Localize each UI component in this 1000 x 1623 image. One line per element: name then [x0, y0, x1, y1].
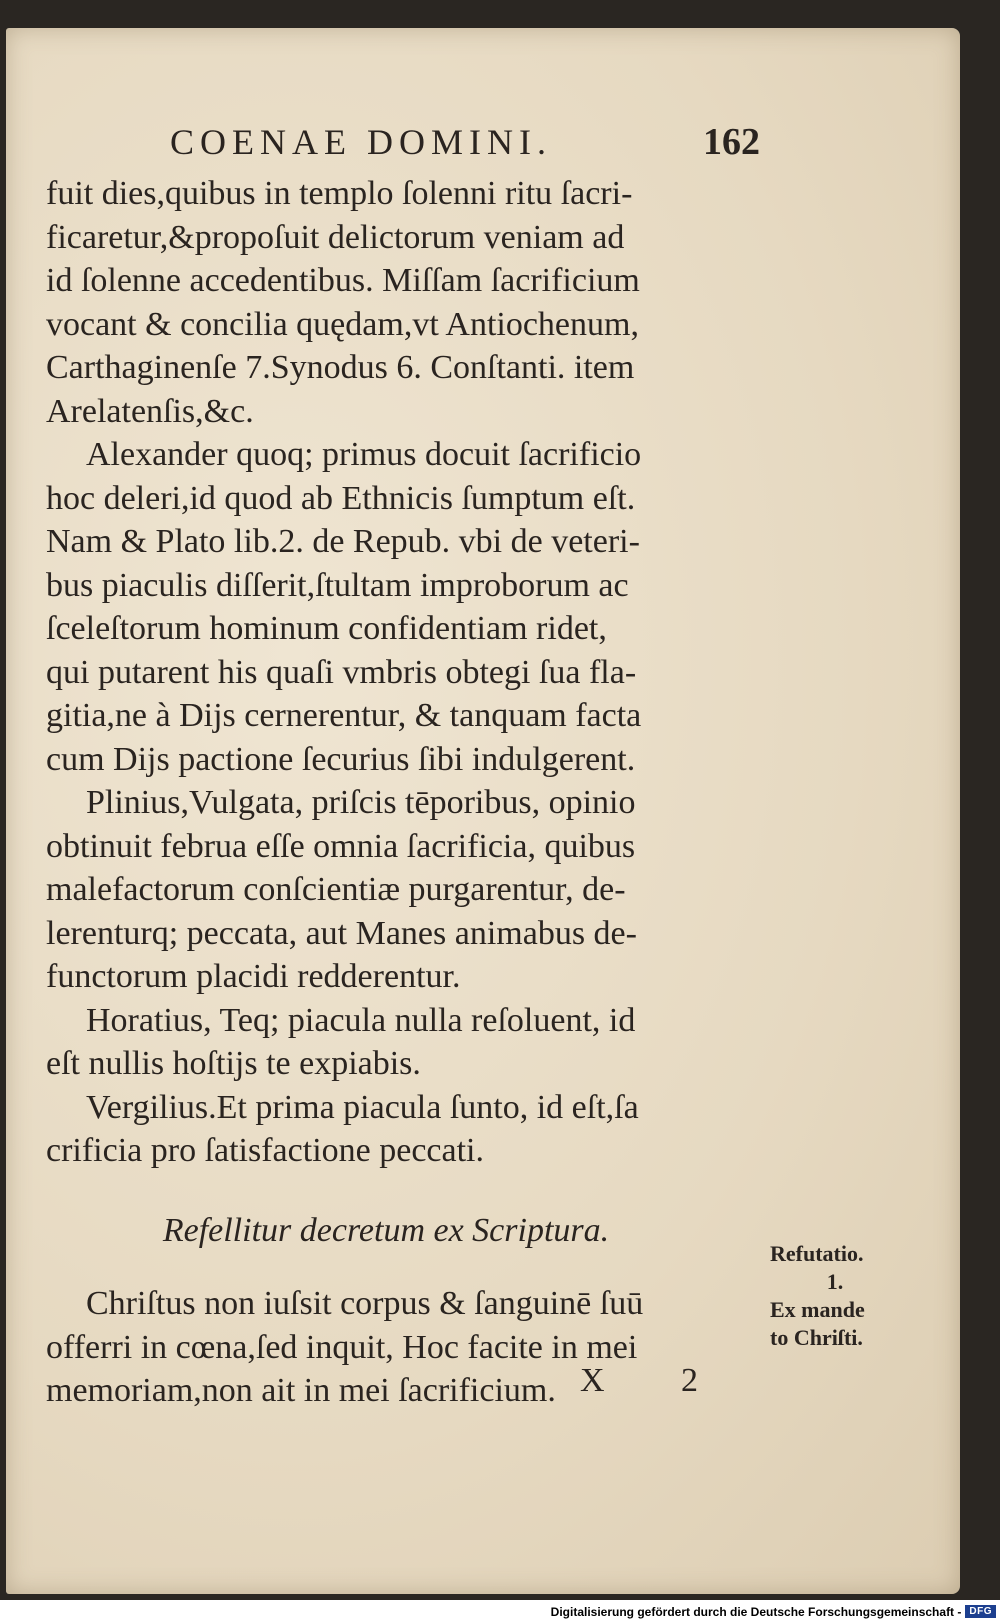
text-line: Carthaginenſe 7.Synodus 6. Conſtanti. item — [46, 349, 635, 386]
text-line: malefactorum conſcientiæ purgarentur, de- — [46, 871, 626, 908]
body-text — [46, 172, 746, 1413]
paragraph-5 — [46, 1086, 746, 1173]
text-line: hoc deleri,id quod ab Ethnicis ſumptum eſt. — [46, 479, 636, 517]
text-line: Arelatenſis,&c. — [46, 392, 254, 430]
text-line: Alexander quoq; primus docuit ſacrificio — [86, 436, 642, 473]
text-line: ſceleſtorum hominum confidentiam ridet, — [46, 610, 607, 647]
text-line: Plinius,Vulgata, priſcis tēporibus, opinio — [86, 784, 636, 821]
paragraph-4 — [46, 999, 746, 1086]
text-line: Horatius, Teq; piacula nulla reſoluent, id — [86, 1001, 636, 1039]
text-line: vocant & concilia quędam,vt Antiochenum, — [46, 305, 639, 343]
section-heading: Refellitur decretum ex Scriptura. — [162, 1211, 610, 1249]
text-line: gitia,ne à Dijs cernerentur, & tanquam facta — [46, 697, 642, 734]
page-number: 162 — [703, 121, 760, 163]
text-line: id ſolenne accedentibus. Miſſam ſacrificium — [46, 262, 640, 299]
text-line: memoriam,non ait in mei ſacrificium. — [46, 1372, 556, 1409]
text-line: cum Dijs pactione ſecurius ſibi indulgerent. — [46, 740, 636, 778]
margin-notes — [770, 1240, 900, 1352]
margin-note-number: 1. — [826, 1269, 844, 1294]
text-line: Vergilius.Et prima piacula ſunto, id eſt,ſa — [86, 1088, 639, 1126]
digitization-footer — [0, 1600, 1000, 1623]
dfg-logo: DFG — [965, 1605, 996, 1618]
text-line: lerenturq; peccata, aut Manes animabus de- — [46, 914, 637, 952]
margin-note-label: Refutatio. — [770, 1241, 864, 1266]
running-head-title: COENAE DOMINI. — [170, 122, 552, 162]
running-head — [170, 120, 760, 164]
text-line: ficaretur,&propoſuit delictorum veniam ad — [46, 218, 625, 256]
text-line: obtinuit februa eſſe omnia ſacrificia, quibus — [46, 827, 636, 865]
paragraph-3 — [46, 781, 746, 999]
text-line: Nam & Plato lib.2. de Repub. vbi de veteri- — [46, 523, 640, 560]
text-line: offerri in cœna,ſed inquit, Hoc facite in mei — [46, 1328, 638, 1366]
margin-note-line: to Chriſti. — [770, 1325, 863, 1350]
footer-credit: Digitalisierung gefördert durch die Deutsche Forschungsgemeinschaft - — [550, 1604, 962, 1619]
text-line: fuit dies,quibus in templo ſolenni ritu ſacri- — [46, 175, 633, 212]
text-line: qui putarent his quaſi vmbris obtegi ſua fla- — [46, 653, 637, 691]
paragraph-2 — [46, 433, 746, 781]
text-line: crificia pro ſatisfactione peccati. — [46, 1132, 484, 1169]
text-line: bus piaculis diſſerit,ſtultam improborum ac — [46, 566, 629, 604]
text-line: Chriſtus non iuſsit corpus & ſanguinē ſuū — [86, 1285, 644, 1322]
margin-note-line: Ex mande — [770, 1297, 865, 1322]
text-line: eſt nullis hoſtijs te expiabis. — [46, 1045, 421, 1082]
text-line: functorum placidi redderentur. — [46, 958, 461, 995]
signature-mark: X 2 — [580, 1362, 733, 1399]
paragraph-1 — [46, 172, 746, 433]
